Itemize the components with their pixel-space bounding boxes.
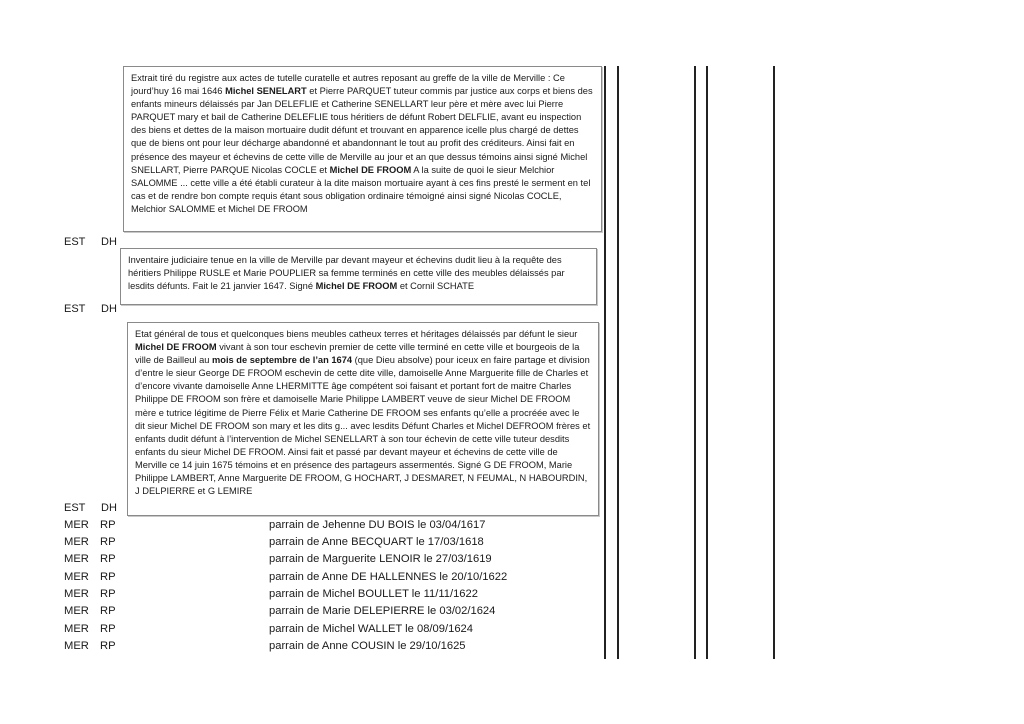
event-text: parrain de Marguerite LENOIR le 27/03/1619 [269, 553, 492, 565]
text-run: Inventaire judiciaire tenue en la ville de Merville par devant mayeur et échevins dudit lieu à la requête des héritiers Philippe RUSLE et Marie POUPLIER sa femme terminés en cette ville des meubles délaissés par lesdits défunts. Fait le 21 janvier 1647. Signé [128, 255, 565, 292]
text-run: Extrait tiré du registre aux actes de tutelle curatelle et autres reposant au greffe de la ville de Merville : Ce jourd’huy 16 mai 1646 [131, 73, 565, 97]
record-text [128, 254, 589, 293]
record-type: DH [101, 236, 117, 248]
highlighted-name: Michel DE FROOM [315, 281, 398, 292]
source-code: MER [64, 536, 89, 548]
text-run: et Cornil SCHATE [397, 281, 475, 292]
source-code: EST [64, 236, 86, 248]
source-code: EST [64, 502, 86, 514]
column-rule [604, 66, 606, 659]
record-type: RP [100, 640, 116, 652]
highlighted-name: Michel DE FROOM [135, 342, 217, 353]
record-type: RP [100, 571, 116, 583]
text-run: vivant à son tour eschevin premier de cette ville terminé en cette ville et bourgeois de la ville de Bailleul au [135, 342, 580, 366]
column-rule [706, 66, 708, 659]
source-code: MER [64, 571, 89, 583]
event-text: parrain de Anne DE HALLENNES le 20/10/1622 [269, 571, 508, 583]
column-rule [773, 66, 775, 659]
source-code: MER [64, 553, 89, 565]
list-item [0, 623, 600, 640]
text-run: (que Dieu absolve) pour iceux en faire partage et division d’entre le sieur George DE FROOM eschevin de cette dite ville, damoiselle Anne Marguerite fille de Charles et d’encore vivante damoiselle Anne LHERMITTE âge compétent soi faisant et portant fort de maitre Charles Philippe DE FROOM son frère et damoiselle Marie Philippe LAMBERT veuve de sieur Michel DE FROOM mère e tutrice légitime de Pierre Félix et Marie Catherine DE FROOM ses enfants qu’elle a procréée avec le dit sieur Michel DE FROOM son mary et les dits g... avec lesdits Défunt Charles et Michel DEFROOM frères et enfants dudit défunt à l’intervention de Michel SENELLART à son tour échevin de cette ville tuteur desdits enfants du sieur Michel DE FROOM. Ainsi fait et passé par devant mayeur et échevins de cette ville de Merville ce 14 juin 1675 témoins et en présence des partageurs assermentés. Signé G DE FROOM, Marie Philippe LAMBERT, Anne Marguerite DE FROOM, G HOCHART, J DESMARET, N FEUMAL, N HABOURDIN, J DELPIERRE et G LEMIRE [135, 355, 591, 497]
record-type: RP [100, 605, 116, 617]
list-item [0, 571, 600, 588]
record-type: RP [100, 519, 116, 531]
column-rule [694, 66, 696, 659]
source-code: MER [64, 623, 89, 635]
source-code: EST [64, 303, 86, 315]
event-text: parrain de Anne COUSIN le 29/10/1625 [269, 640, 466, 652]
event-text: parrain de Michel WALLET le 08/09/1624 [269, 623, 473, 635]
text-run: A la suite de quoi le sieur Melchior SALOMME ... cette ville a été établi curateur à la dite maison mortuaire ayant à ces fins presté le serment en tel cas et de rendre bon compte requis étant sous obligation ordinaire témoigné ainsi signé Nicolas COCLE, Melchior SALOMME et Michel DE FROOM [131, 164, 591, 214]
event-text: parrain de Michel BOULLET le 11/11/1622 [269, 588, 478, 600]
event-text: parrain de Jehenne DU BOIS le 03/04/1617 [269, 519, 486, 531]
event-text: parrain de Anne BECQUART le 17/03/1618 [269, 536, 484, 548]
source-code: MER [64, 640, 89, 652]
highlighted-name: Michel SENELART [225, 86, 307, 97]
record-type: RP [100, 623, 116, 635]
record-text [131, 72, 594, 216]
column-rule [617, 66, 619, 659]
record-type: RP [100, 553, 116, 565]
list-item [0, 588, 600, 605]
list-item [0, 605, 600, 622]
source-code: MER [64, 519, 89, 531]
list-item [0, 519, 600, 536]
record-text-box [123, 66, 602, 232]
text-run: et Pierre PARQUET tuteur commis par justice aux corps et biens des enfants mineurs délaissés par Jan DELEFLIE et Catherine SENELLART leur père et mère avec lui Pierre PARQUET mary et bail de Catherine DELEFLIE tous héritiers de défunt Robert DELFLIE, avant eu inspection des biens et dettes de la maison mortuaire dudit défunt et trouvant en apparence icelle plus chargé de dettes que de biens ont pour leur décharge abandonné et abandonnant le tout au profit des créditeurs. Ainsi fait en présence des mayeur et échevins de cette ville de Merville au jour et an que dessus témoins ainsi signé Michel SNELLART, Pierre PARQUE Nicolas COCLE et [131, 86, 593, 175]
record-type: RP [100, 536, 116, 548]
event-text: parrain de Marie DELEPIERRE le 03/02/1624 [269, 605, 496, 617]
source-code: MER [64, 588, 89, 600]
source-code: MER [64, 605, 89, 617]
record-text [135, 328, 591, 498]
highlighted-name: Michel DE FROOM [329, 164, 412, 175]
record-text-box [120, 248, 597, 305]
record-type: RP [100, 588, 116, 600]
text-run: Etat général de tous et quelconques biens meubles catheux terres et héritages délaissés par défunt le sieur [135, 329, 578, 339]
record-type: DH [101, 502, 117, 514]
record-text-box [127, 322, 599, 516]
highlighted-name: mois de septembre de l’an 1674 [212, 355, 353, 366]
list-item [0, 536, 600, 553]
list-item [0, 553, 600, 570]
list-item [0, 640, 600, 657]
record-type: DH [101, 303, 117, 315]
